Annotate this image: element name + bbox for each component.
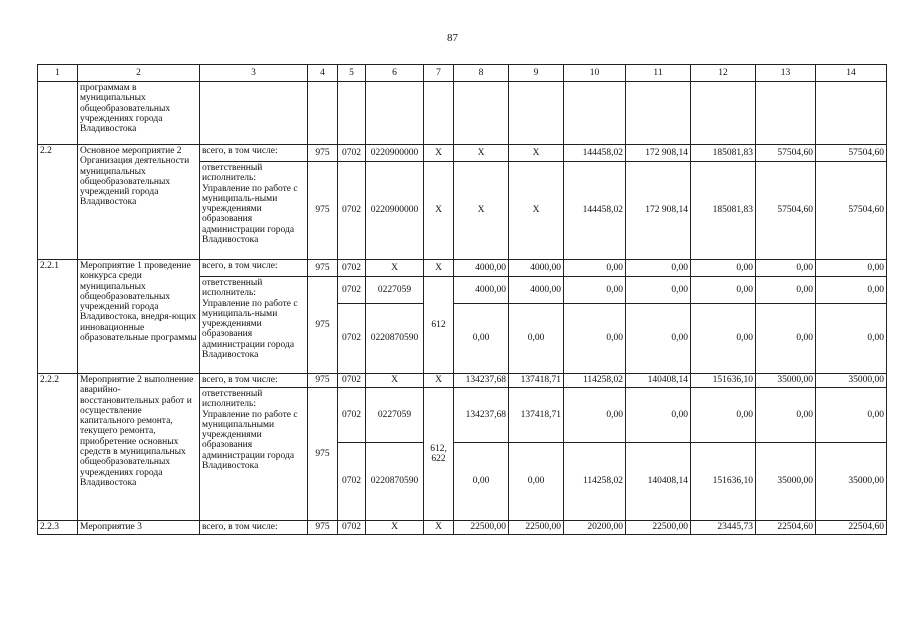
cell-target: X (366, 260, 424, 277)
cell-value: 57504,60 (756, 162, 816, 260)
cell-value: 0,00 (756, 260, 816, 277)
header-cell: 13 (756, 65, 816, 82)
cell-expense-type: 612, 622 (424, 388, 454, 521)
cell-value: 23445,73 (691, 521, 756, 535)
cell-section: 0702 (338, 374, 366, 388)
cell-value: 22504,60 (756, 521, 816, 535)
cell-value: 0,00 (691, 304, 756, 374)
cell-value: 22500,00 (454, 521, 509, 535)
cell-section: 0702 (338, 304, 366, 374)
header-cell: 7 (424, 65, 454, 82)
header-cell: 4 (308, 65, 338, 82)
cell-value: 0,00 (454, 304, 509, 374)
cell-target: 0220870590 (366, 443, 424, 521)
cell-value: 114258,02 (564, 374, 626, 388)
row-label: всего, в том числе: (200, 374, 308, 388)
cell-expense-type: X (424, 162, 454, 260)
header-cell: 10 (564, 65, 626, 82)
cell-expense-type: X (424, 521, 454, 535)
item-name: Мероприятие 2 выполнение аварийно-восстановительных работ и осуществление капитального ремонта, текущего ремонта, приобретение основных средств в муниципальных общеобразовательных учреждениях города Владивостока (78, 374, 200, 521)
header-cell: 9 (509, 65, 564, 82)
cell-value: 22504,60 (816, 521, 887, 535)
cell-value: X (509, 145, 564, 162)
cell-target: 0227059 (366, 277, 424, 304)
cell-value: 114258,02 (564, 443, 626, 521)
table-row (38, 145, 887, 162)
cell-grbs: 975 (308, 260, 338, 277)
header-cell: 12 (691, 65, 756, 82)
page-number: 87 (447, 32, 458, 44)
row-label: ответственный исполнитель: Управление по работе с муниципаль-ными учреждениями образования администрации города Владивостока (200, 277, 308, 374)
cell-value: 0,00 (626, 277, 691, 304)
cell-value: 0,00 (756, 388, 816, 443)
cell-section: 0702 (338, 443, 366, 521)
item-name: Основное мероприятие 2 Организация деятельности муниципальных общеобразовательных учреждений города Владивостока (78, 145, 200, 260)
table-row (38, 374, 887, 388)
cell-grbs: 975 (308, 521, 338, 535)
cell-grbs: 975 (308, 162, 338, 260)
cell-value: 151636,10 (691, 443, 756, 521)
cell-value: 172 908,14 (626, 145, 691, 162)
header-cell: 14 (816, 65, 887, 82)
cell-target: 0220900000 (366, 162, 424, 260)
table-row (38, 82, 887, 145)
cell-expense-type: X (424, 374, 454, 388)
cell-value: 0,00 (816, 260, 887, 277)
header-cell: 2 (78, 65, 200, 82)
item-name: Мероприятие 3 (78, 521, 200, 535)
cell-section: 0702 (338, 521, 366, 535)
cell-target: 0227059 (366, 388, 424, 443)
header-cell: 8 (454, 65, 509, 82)
cell-value: 134237,68 (454, 374, 509, 388)
cell-value: 4000,00 (509, 277, 564, 304)
cell-value: 0,00 (564, 304, 626, 374)
cell-value: 151636,10 (691, 374, 756, 388)
cell-value: 140408,14 (626, 443, 691, 521)
header-cell: 3 (200, 65, 308, 82)
header-cell: 6 (366, 65, 424, 82)
cell-grbs: 975 (308, 374, 338, 388)
cell-section: 0702 (338, 145, 366, 162)
cell-target: X (366, 374, 424, 388)
cell-value: 4000,00 (454, 260, 509, 277)
row-label: всего, в том числе: (200, 145, 308, 162)
cell-grbs: 975 (308, 388, 338, 521)
cell-value: 0,00 (509, 304, 564, 374)
item-number: 2.2 (38, 145, 78, 260)
cell-grbs: 975 (308, 277, 338, 374)
item-number: 2.2.3 (38, 521, 78, 535)
cell-value: 35000,00 (756, 374, 816, 388)
cell-grbs: 975 (308, 145, 338, 162)
row-label: ответственный исполнитель: Управление по работе с муниципальными учреждениями образования администрации города Владивостока (200, 388, 308, 521)
cell-value: 0,00 (509, 443, 564, 521)
cell-value: 0,00 (564, 260, 626, 277)
cell-value: 57504,60 (816, 162, 887, 260)
item-name: программам в муниципальных общеобразовательных учреждениях города Владивостока (78, 82, 200, 145)
cell-value: 137418,71 (509, 388, 564, 443)
cell-value: 0,00 (564, 388, 626, 443)
cell-value: 35000,00 (756, 443, 816, 521)
cell-value: 0,00 (626, 260, 691, 277)
cell-target: 0220870590 (366, 304, 424, 374)
header-row (38, 65, 887, 82)
cell-target: X (366, 521, 424, 535)
cell-value: 0,00 (816, 388, 887, 443)
cell-value: 144458,02 (564, 145, 626, 162)
header-cell: 1 (38, 65, 78, 82)
cell-value: 140408,14 (626, 374, 691, 388)
cell-value: 137418,71 (509, 374, 564, 388)
cell-section: 0702 (338, 260, 366, 277)
cell-value: X (454, 145, 509, 162)
cell-value: 0,00 (626, 388, 691, 443)
item-name: Мероприятие 1 проведение конкурса среди муниципальных общеобразовательных учреждений города Владивостока, внедря-ющих инновационные образовательные программы (78, 260, 200, 374)
cell-value: 134237,68 (454, 388, 509, 443)
cell-value: 57504,60 (756, 145, 816, 162)
cell-value: 0,00 (816, 304, 887, 374)
cell-value: 0,00 (691, 277, 756, 304)
table-row (38, 521, 887, 535)
cell-value: 0,00 (626, 304, 691, 374)
table-row (38, 260, 887, 277)
cell-value: 0,00 (756, 277, 816, 304)
cell-value: X (454, 162, 509, 260)
cell-value: 22500,00 (626, 521, 691, 535)
cell-value: 35000,00 (816, 443, 887, 521)
cell-value: 144458,02 (564, 162, 626, 260)
cell-value: 0,00 (691, 260, 756, 277)
cell-value: 0,00 (564, 277, 626, 304)
cell-value: 57504,60 (816, 145, 887, 162)
cell-target: 0220900000 (366, 145, 424, 162)
cell-value: 185081,83 (691, 145, 756, 162)
cell-value: 4000,00 (454, 277, 509, 304)
cell-value: 0,00 (454, 443, 509, 521)
cell-expense-type: X (424, 260, 454, 277)
item-number: 2.2.2 (38, 374, 78, 521)
header-cell: 11 (626, 65, 691, 82)
cell-value: 20200,00 (564, 521, 626, 535)
cell-section: 0702 (338, 277, 366, 304)
cell-value: 172 908,14 (626, 162, 691, 260)
cell-value: 0,00 (756, 304, 816, 374)
header-cell: 5 (338, 65, 366, 82)
row-label: ответственный исполнитель: Управление по работе с муниципаль-ными учреждениями образования администрации города Владивостока (200, 162, 308, 260)
row-label: всего, в том числе: (200, 521, 308, 535)
cell-value: 35000,00 (816, 374, 887, 388)
cell-value: 0,00 (816, 277, 887, 304)
cell-value: X (509, 162, 564, 260)
cell-expense-type: X (424, 145, 454, 162)
cell-value: 185081,83 (691, 162, 756, 260)
row-label: всего, в том числе: (200, 260, 308, 277)
budget-table (37, 64, 887, 535)
cell-expense-type: 612 (424, 277, 454, 374)
cell-value: 4000,00 (509, 260, 564, 277)
cell-value: 22500,00 (509, 521, 564, 535)
cell-section: 0702 (338, 162, 366, 260)
item-number: 2.2.1 (38, 260, 78, 374)
cell-value: 0,00 (691, 388, 756, 443)
cell-section: 0702 (338, 388, 366, 443)
